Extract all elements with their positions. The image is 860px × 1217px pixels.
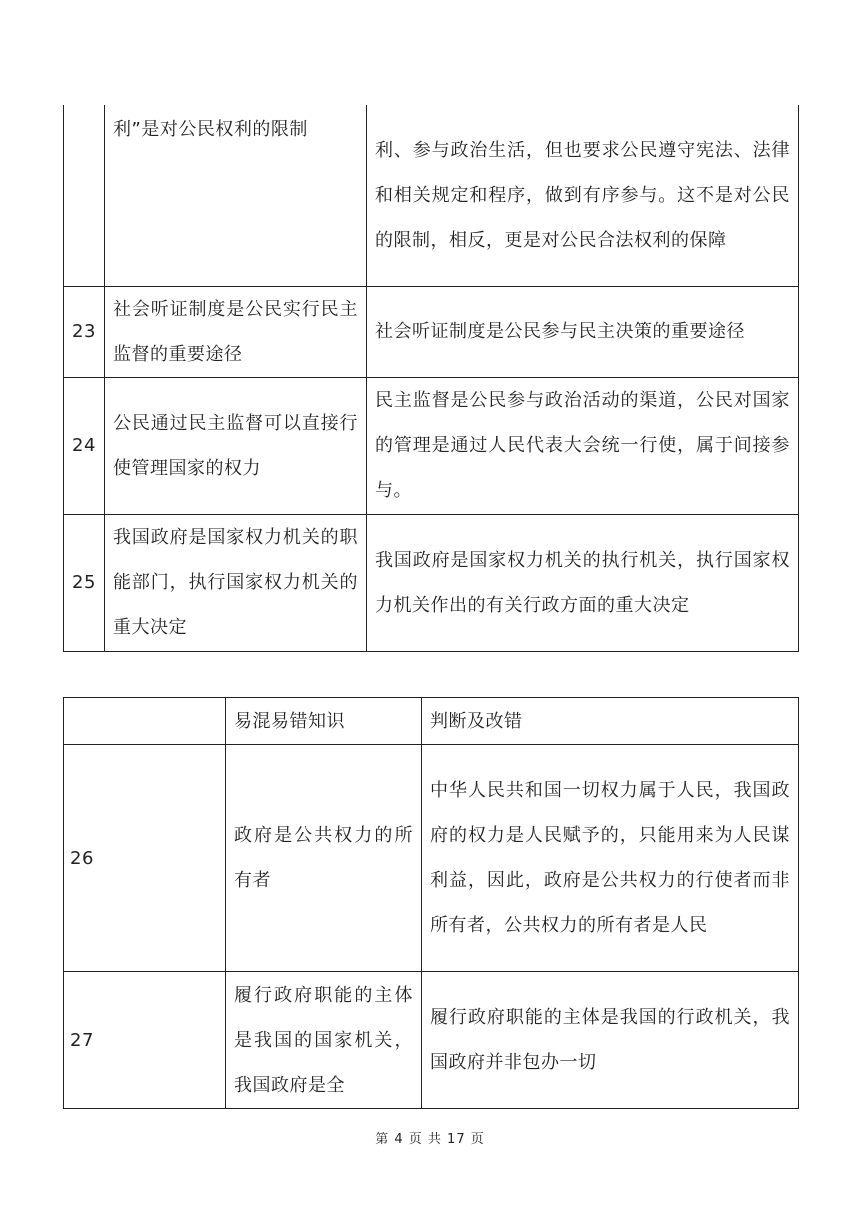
row-number: 23	[64, 286, 105, 377]
table-row	[64, 972, 799, 1109]
correction-text: 利、参与政治生活，但也要求公民遵守宪法、法律和相关规定和程序，做到有序参与。这不是对公民的限制，相反，更是对公民合法权利的保障	[367, 105, 799, 286]
table-header-row	[64, 698, 799, 745]
mistake-text: 公民通过民主监督可以直接行使管理国家的权力	[105, 377, 367, 514]
row-number: 24	[64, 377, 105, 514]
correction-text: 中华人民共和国一切权力属于人民，我国政府的权力是人民赋予的，只能用来为人民谋利益，因此，政府是公共权力的行使者而非所有者，公共权力的所有者是人民	[422, 745, 799, 972]
row-number: 27	[64, 972, 226, 1109]
mistake-text: 政府是公共权力的所有者	[226, 745, 422, 972]
correction-text: 履行政府职能的主体是我国的行政机关，我国政府并非包办一切	[422, 972, 799, 1109]
table-row	[64, 514, 799, 651]
mistake-text: 我国政府是国家权力机关的职能部门，执行国家权力机关的重大决定	[105, 514, 367, 651]
header-number	[64, 698, 226, 745]
correction-text: 我国政府是国家权力机关的执行机关，执行国家权力机关作出的有关行政方面的重大决定	[367, 514, 799, 651]
header-mistake: 易混易错知识	[226, 698, 422, 745]
page-footer: 第 4 页 共 17 页	[375, 1132, 485, 1147]
table-row	[64, 377, 799, 514]
correction-text: 社会听证制度是公民参与民主决策的重要途径	[367, 286, 799, 377]
mistake-text: 社会听证制度是公民实行民主监督的重要途径	[105, 286, 367, 377]
table-row	[64, 745, 799, 972]
mistake-text: 利”是对公民权利的限制	[105, 105, 367, 286]
knowledge-table-continued	[63, 105, 799, 652]
row-number	[64, 105, 105, 286]
correction-text: 民主监督是公民参与政治活动的渠道，公民对国家的管理是通过人民代表大会统一行使，属于间接参与。	[367, 377, 799, 514]
table-row	[64, 105, 799, 286]
row-number: 25	[64, 514, 105, 651]
row-number: 26	[64, 745, 226, 972]
mistake-text: 履行政府职能的主体是我国的国家机关，我国政府是全	[226, 972, 422, 1109]
header-correction: 判断及改错	[422, 698, 799, 745]
knowledge-table	[63, 697, 799, 1109]
table-row	[64, 286, 799, 377]
